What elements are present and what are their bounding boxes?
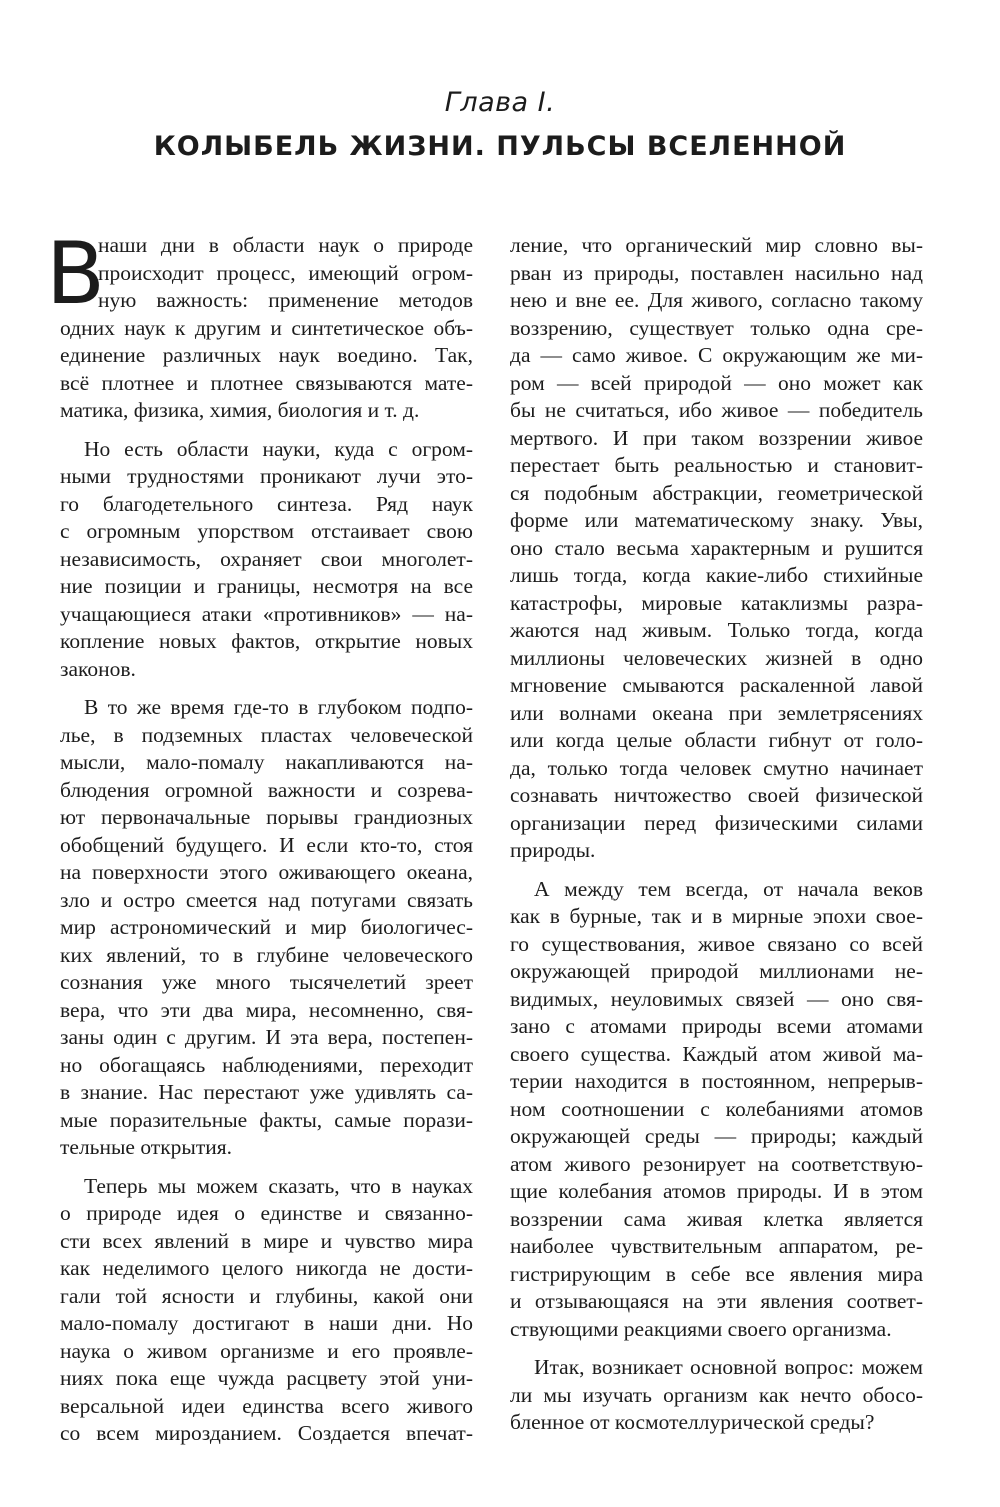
drop-cap: В <box>46 224 105 324</box>
text-line: с огромным упорством отстаивает свою <box>60 519 473 543</box>
paragraph <box>510 876 923 1344</box>
text-line: ли мы изучать организм как нечто обосо- <box>510 1382 923 1407</box>
text-line: ся подобным абстракции, геометрической <box>510 480 923 505</box>
text-line: мертвого. И при таком воззрении живое <box>510 425 923 450</box>
paragraph <box>510 1354 923 1437</box>
text-line: атом живого резонирует на соответствую- <box>510 1151 923 1176</box>
text-line: ние позиции и границы, несмотря на все <box>60 574 473 598</box>
text-line: и отзывающаяся на эти явления соответ- <box>510 1289 923 1313</box>
text-line: Но есть области науки, куда с огром- <box>84 436 473 461</box>
text-line: ными трудностями проникают лучи это- <box>60 464 473 488</box>
text-line: форме или математическому знаку. Увы, <box>510 508 923 532</box>
text-line: сти всех явлений в мире и чувство мира <box>60 1228 473 1253</box>
text-line: жаются над живым. Только тогда, когда <box>510 618 923 642</box>
text-line: организации перед физическими силами <box>510 810 923 835</box>
text-line: тельные открытия. <box>60 1135 233 1159</box>
text-line: блюдения огромной важности и созрева- <box>60 777 473 802</box>
text-line: ление, что органический мир словно вы- <box>510 233 923 257</box>
text-line: обобщений будущего. И если кто-то, стоя <box>60 832 473 857</box>
text-line: всё плотнее и плотнее связываются мате- <box>60 370 473 395</box>
text-line: независимость, охраняет свои многолет- <box>60 546 473 571</box>
text-line: мысли, мало-помалу накапливаются на- <box>60 750 473 774</box>
text-line: мые поразительные факты, самые порази- <box>60 1107 473 1132</box>
text-line: ких явлений, то в глубине человеческого <box>60 942 473 967</box>
text-line: зано с атомами природы всеми атомами <box>510 1014 923 1038</box>
text-line: терии находится в постоянном, непрерыв- <box>510 1069 923 1093</box>
text-line: копление новых фактов, открытие новых <box>60 629 473 653</box>
text-line: оно стало весьма характерным и рушится <box>510 535 923 560</box>
text-line: Теперь мы можем сказать, что в науках <box>84 1173 473 1198</box>
paragraph <box>60 694 473 1162</box>
paragraph <box>60 1173 473 1448</box>
text-line: да, только тогда человек смутно начинает <box>510 755 923 780</box>
text-line: окружающей среды — природы; каждый <box>510 1124 923 1148</box>
text-line: версальной идеи единства всего живого <box>60 1393 473 1418</box>
text-line: на поверхности этого оживающего океана, <box>60 860 473 884</box>
text-line: бленное от космотеллурической среды? <box>510 1410 875 1434</box>
text-line: гистрирующим в себе все явления мира <box>510 1261 923 1286</box>
text-line: наши дни в области наук о природе <box>98 233 473 257</box>
text-line: В то же время где-то в глубоком подпо- <box>84 695 473 719</box>
text-line: сознавать ничтожество своей физической <box>510 783 923 807</box>
text-line: заны один с другим. И эта вера, постепен- <box>60 1025 473 1049</box>
paragraph <box>510 232 923 865</box>
paragraph <box>60 436 473 684</box>
chapter-number: Глава I. <box>444 87 556 118</box>
left-column <box>46 224 473 1448</box>
text-line: наиболее чувствительным аппаратом, ре- <box>510 1234 923 1258</box>
text-line: окружающей природой миллионами не- <box>510 959 923 983</box>
text-line: единение различных наук воедино. Так, <box>60 343 473 367</box>
text-line: лье, в подземных пластах человеческой <box>60 722 473 747</box>
text-line: ниях пока еще чужда расцвету этой уни- <box>60 1366 473 1390</box>
text-line: ную важность: применение методов <box>98 288 473 312</box>
text-line: законов. <box>60 656 136 681</box>
text-line: ном соотношении с колебаниями атомов <box>510 1096 923 1121</box>
text-line: мир астрономический и мир биологичес- <box>60 915 473 939</box>
text-line: наука о живом организме и его проявле- <box>60 1338 473 1363</box>
chapter-title: КОЛЫБЕЛЬ ЖИЗНИ. ПУЛЬСЫ ВСЕЛЕННОЙ <box>153 131 847 162</box>
text-line: ром — всей природой — оно может как <box>510 370 923 395</box>
text-line: своего существа. Каждый атом живой ма- <box>510 1041 923 1066</box>
text-line: воззрении сама живая клетка является <box>510 1206 923 1231</box>
text-line: катастрофы, мировые катаклизмы разра- <box>510 590 923 615</box>
text-line: воззрению, существует только одна сре- <box>510 315 923 340</box>
text-line: щие колебания атомов природы. И в этом <box>510 1179 923 1203</box>
text-line: природы. <box>510 838 596 862</box>
text-line: или волнами океана при землетрясениях <box>510 700 923 725</box>
text-line: матика, физика, химия, биология и т. д. <box>60 398 420 422</box>
text-line: происходит процесс, имеющий огром- <box>98 260 473 285</box>
text-line: учащающиеся атаки «противников» — на- <box>60 601 473 626</box>
text-line: да — само живое. С окружающим же ми- <box>510 343 923 367</box>
text-line: рван из природы, поставлен насильно над <box>510 260 923 285</box>
text-line: перестает быть реальностью и становит- <box>510 453 923 477</box>
text-line: сознания уже много тысячелетий зреет <box>60 970 473 994</box>
text-line: в знание. Нас перестают уже удивлять са- <box>60 1080 473 1104</box>
text-line: о природе идея о единстве и связанно- <box>60 1201 473 1225</box>
text-line: ствующими реакциями своего организма. <box>510 1316 892 1341</box>
text-line: как неделимого целого никогда не дости- <box>60 1256 473 1280</box>
text-line: лишь тогда, когда какие-либо стихийные <box>510 563 923 587</box>
text-line: но обогащаясь наблюдениями, переходит <box>60 1052 473 1077</box>
text-line: Итак, возникает основной вопрос: можем <box>534 1355 923 1379</box>
text-line: го благодетельного синтеза. Ряд наук <box>60 491 473 516</box>
text-line: как в бурные, так и в мирные эпохи свое- <box>510 904 923 928</box>
text-line: мало-помалу достигают в наши дни. Но <box>60 1311 473 1335</box>
text-line: ют первоначальные порывы грандиозных <box>60 805 473 829</box>
text-line: гали той ясности и глубины, какой они <box>60 1283 473 1308</box>
paragraph <box>60 232 473 425</box>
text-line: го существования, живое связано со всей <box>510 931 923 956</box>
text-line: нею и вне ее. Для живого, согласно такому <box>510 288 923 312</box>
text-line: А между тем всегда, от начала веков <box>534 876 923 901</box>
text-line: бы не считаться, ибо живое — победитель <box>510 398 923 422</box>
text-line: одних наук к другим и синтетическое объ- <box>60 315 473 340</box>
text-line: со всем мирозданием. Создается впечат- <box>60 1421 473 1445</box>
text-line: вера, что эти два мира, несомненно, свя- <box>60 997 473 1022</box>
text-line: мгновение смываются раскаленной лавой <box>510 673 923 697</box>
text-line: миллионы человеческих жизней в одно <box>510 645 923 670</box>
text-line: зло и остро смеется над потугами связать <box>60 887 473 912</box>
text-line: или когда целые области гибнут от голо- <box>510 728 923 752</box>
right-column <box>510 232 923 1437</box>
text-line: видимых, неуловимых связей — оно свя- <box>510 986 923 1011</box>
